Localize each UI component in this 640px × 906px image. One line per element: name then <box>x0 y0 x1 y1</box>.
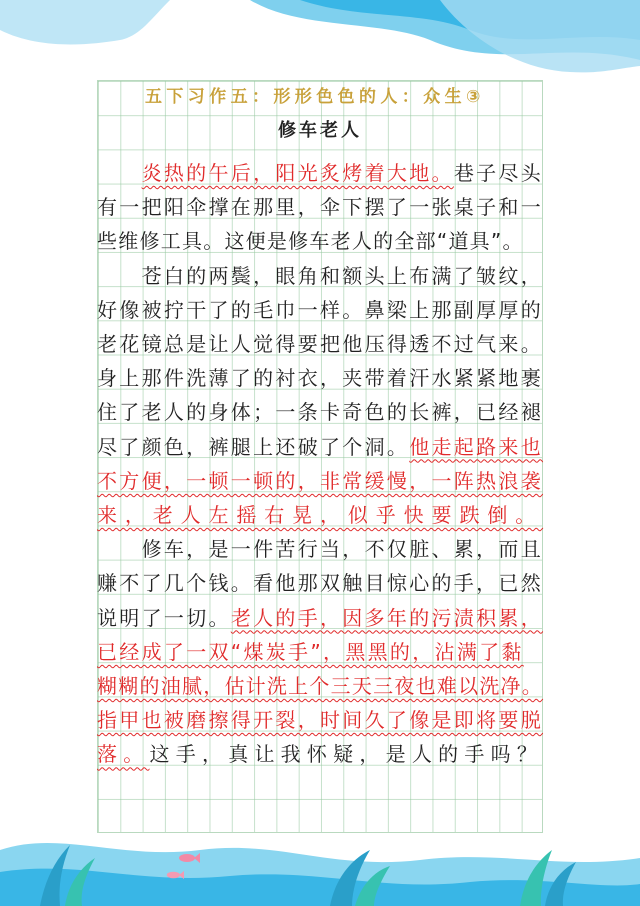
essay-line <box>97 498 543 532</box>
text-segment: 住了老人的身体；一条卡奇色的长裤，已经褪 <box>97 400 543 425</box>
fish-icon <box>178 852 200 864</box>
essay-line <box>97 156 543 190</box>
essay-line <box>97 566 543 600</box>
essay-line <box>97 669 543 703</box>
essay-line <box>97 224 543 258</box>
highlighted-sentence: 老人的手，因多年的污渍积累， <box>230 605 544 630</box>
text-segment: 些维修工具。这便是修车老人的全部“道具”。 <box>97 229 524 254</box>
text-segment: 这手，真让我怀疑，是人的手吗？ <box>149 742 544 767</box>
highlighted-sentence: 指甲也被磨擦得开裂，时间久了像是即将要脱 <box>97 708 543 733</box>
essay-line <box>97 430 543 464</box>
highlighted-sentence: 不方便，一顿一顿的，非常缓慢，一阵热浪袭 <box>97 468 543 493</box>
essay-line <box>97 737 543 771</box>
highlighted-sentence: 糊糊的油腻，估计洗上个三天三夜也难以洗净。 <box>97 674 544 698</box>
text-segment: 身上那件洗薄了的衬衣，夹带着汗水紧紧地裹 <box>97 366 543 391</box>
essay-line <box>97 293 543 327</box>
essay-line <box>97 361 543 395</box>
essay-line <box>97 635 543 669</box>
essay-line <box>97 327 543 361</box>
text-segment: 说明了一切。 <box>97 605 231 630</box>
essay-line <box>97 532 543 566</box>
text-segment: 赚不了几个钱。看他那双触目惊心的手，已然 <box>97 571 543 596</box>
text-segment: 尽了颜色，裤腿上还破了个洞。 <box>97 434 410 459</box>
fish-icon <box>166 870 184 880</box>
highlighted-sentence: 他走起路来也 <box>409 434 544 459</box>
essay-line <box>97 601 543 635</box>
essay-line <box>97 395 543 429</box>
essay-line <box>97 259 543 293</box>
essay-title: 修车老人 <box>278 120 362 141</box>
worksheet-header: 五下习作五：形形色色的人：众生③ <box>145 87 485 107</box>
text-segment <box>97 161 142 185</box>
highlighted-sentence: 已经成了一双“煤炭手”，黑黑的，沾满了黏 <box>97 639 524 664</box>
text-segment: 修车，是一件苦行当，不仅脏、累，而且 <box>97 537 543 562</box>
text-segment: 好像被拧干了的毛巾一样。鼻梁上那副厚厚的 <box>97 297 543 322</box>
essay-line <box>97 703 543 737</box>
essay-line <box>97 190 543 224</box>
text-segment: 苍白的两鬓，眼角和额头上布满了皱纹， <box>97 263 543 288</box>
text-segment: 巷子尽头 <box>453 161 544 185</box>
highlighted-sentence: 炎热的午后，阳光炙烤着大地。 <box>141 161 454 185</box>
highlighted-sentence: 落。 <box>97 742 150 767</box>
essay-line <box>97 464 543 498</box>
highlighted-sentence: 来，老人左摇右晃，似乎快要跌倒。 <box>97 503 544 527</box>
text-segment: 有一把阳伞撑在那里，伞下摆了一张桌子和一 <box>97 195 543 220</box>
text-segment: 老花镜总是让人觉得要把他压得透不过气来。 <box>97 332 543 356</box>
